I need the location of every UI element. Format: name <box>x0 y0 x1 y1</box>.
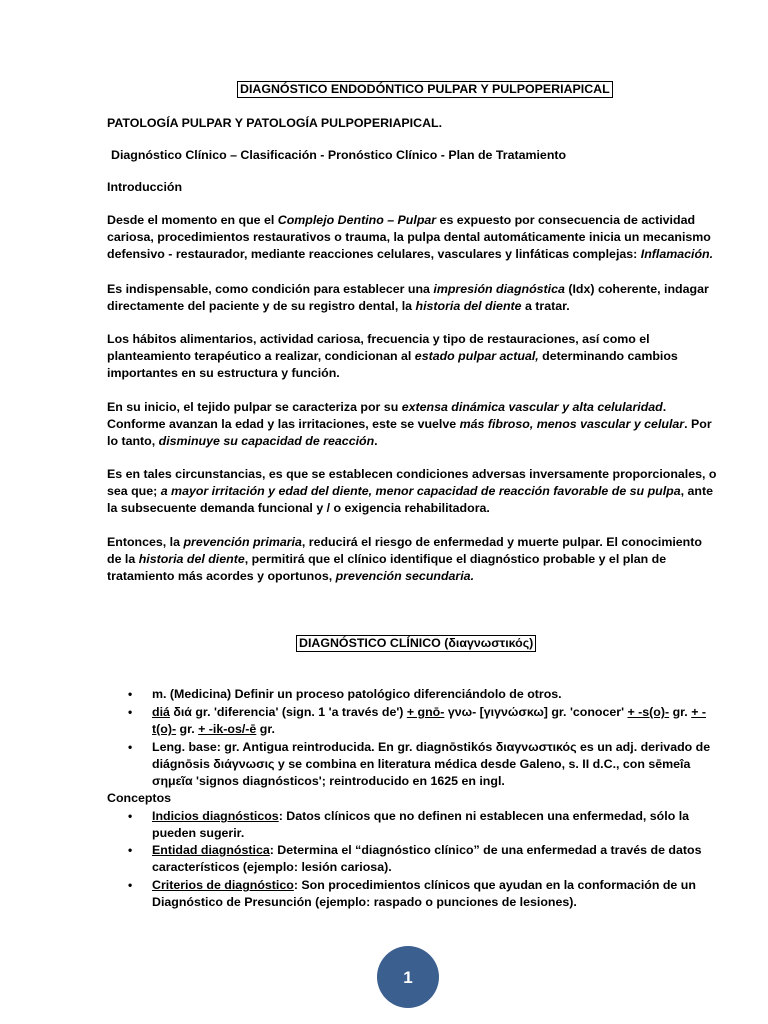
concepts-heading: Conceptos <box>107 791 172 805</box>
bullet-icon: • <box>128 687 133 701</box>
paragraph-3: Los hábitos alimentarios, actividad cariosa, frecuencia y tipo de restauraciones, así como el planteamiento terapéutico a realizar, condicionan al estado pulpar actual, determinando cambios importantes en su estructura y función. <box>107 332 678 380</box>
subtitle: PATOLOGÍA PULPAR Y PATOLOGÍA PULPOPERIAPICAL. <box>107 116 443 130</box>
bullet-icon: • <box>128 740 133 754</box>
paragraph-1: Desde el momento en que el Complejo Dentino – Pulpar es expuesto por consecuencia de actividad cariosa, procedimientos restaurativos o trauma, la pulpa dental automáticamente inicia un mecanismo defensivo - restaurador, mediante reacciones celulares, vasculares y linfáticas complejas: Inflamación. <box>107 213 714 261</box>
intro-heading: Introducción <box>107 180 183 194</box>
paragraph-4: En su inicio, el tejido pulpar se caracteriza por su extensa dinámica vascular y alta celularidad. Conforme avanzan la edad y las irritaciones, este se vuelve más fibroso, menos vascular y celular. Por lo tanto, disminuye su capacidad de reacción. <box>107 400 712 448</box>
bullet-icon: • <box>128 705 133 719</box>
bullet-icon: • <box>128 809 133 823</box>
list-item: • Leng. base: gr. Antigua reintroducida. En gr. diagnōstikós διαγνωστικός es un adj. derivado de diágnōsis διάγνωσις y se combina en literatura médica desde Galeno, s. II d.C., con sēmeîa σημεῖα 'signos diagnósticos'; reintroducido en 1625 en ingl. <box>128 740 711 788</box>
page-number-badge: 1 <box>377 946 439 1008</box>
list-item: • m. (Medicina) Definir un proceso patológico diferenciándolo de otros. <box>128 687 562 701</box>
bullet-icon: • <box>128 843 133 857</box>
topics-line: Diagnóstico Clínico – Clasificación - Pronóstico Clínico - Plan de Tratamiento <box>111 148 567 162</box>
list-item: • diá διά gr. 'diferencia' (sign. 1 'a través de') + gnō- γνω- [γιγνώσκω] gr. 'conocer' + -s(o)- gr. + -t(o)- gr. + -ik-os/-ē gr. <box>128 705 706 736</box>
bullet-icon: • <box>128 878 133 892</box>
list-item: • Indicios diagnósticos: Datos clínicos que no definen ni establecen una enfermedad, sólo la pueden sugerir. <box>128 809 690 840</box>
list-item: • Criterios de diagnóstico: Son procedimientos clínicos que ayudan en la conformación de un Diagnóstico de Presunción (ejemplo: raspado o punciones de lesiones). <box>128 878 696 909</box>
paragraph-6: Entonces, la prevención primaria, reducirá el riesgo de enfermedad y muerte pulpar. El conocimiento de la historia del diente, permitirá que el clínico identifique el diagnóstico probable y el plan de tratamiento más acordes y oportunos, prevención secundaria. <box>107 535 702 583</box>
list-item: • Entidad diagnóstica: Determina el “diagnóstico clínico” de una enfermedad a través de datos característicos (ejemplo: lesión cariosa). <box>128 843 702 874</box>
paragraph-5: Es en tales circunstancias, es que se establecen condiciones adversas inversamente proporcionales, o sea que; a mayor irritación y edad del diente, menor capacidad de reacción favorable de su pulpa, ante la subsecuente demanda funcional y / o exigencia rehabilitadora. <box>107 467 717 515</box>
paragraph-2: Es indispensable, como condición para establecer una impresión diagnóstica (Idx) coherente, indagar directamente del paciente y de su registro dental, la historia del diente a tratar. <box>107 282 709 313</box>
section-title: DIAGNÓSTICO CLÍNICO (διαγνωστικός) <box>296 635 536 652</box>
document-title: DIAGNÓSTICO ENDODÓNTICO PULPAR Y PULPOPERIAPICAL <box>237 81 613 98</box>
